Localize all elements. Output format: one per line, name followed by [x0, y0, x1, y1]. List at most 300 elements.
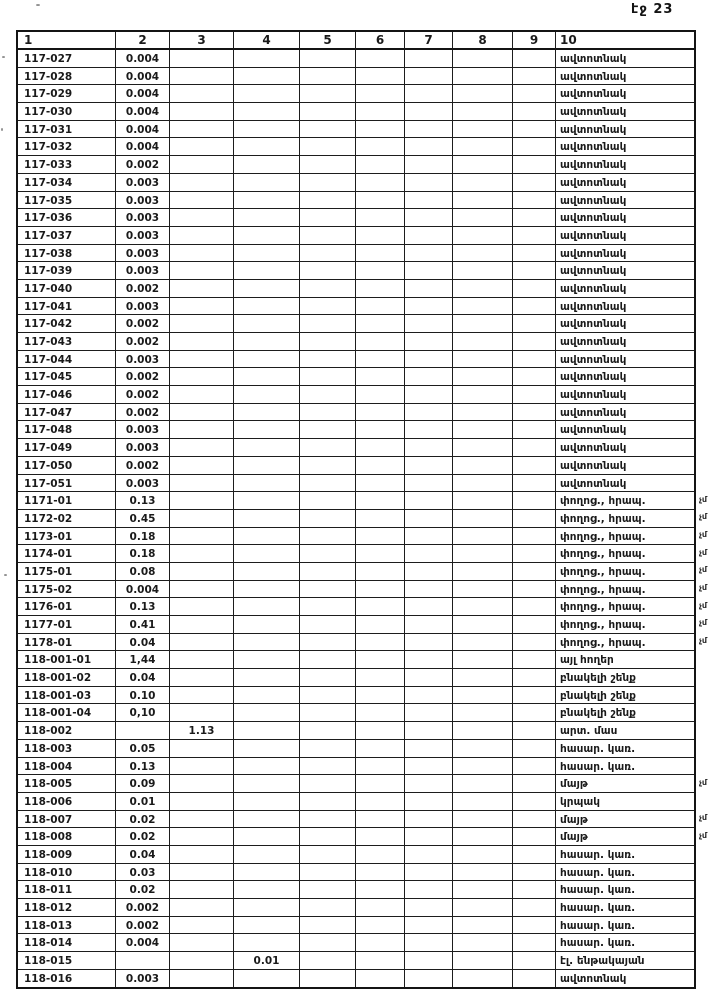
value-cell: [405, 828, 453, 846]
value-cell: [234, 386, 300, 404]
margin-note: չմ: [699, 583, 708, 592]
value-cell: [170, 227, 234, 245]
value-cell: [170, 581, 234, 599]
table-row: [18, 704, 694, 722]
value-cell: [356, 475, 405, 493]
value-cell: [405, 581, 453, 599]
value-cell: 0.04: [116, 669, 170, 687]
column-header-10: 10: [556, 32, 694, 50]
value-cell: [234, 740, 300, 758]
parcel-code-cell: 117-047: [18, 404, 116, 422]
land-use-cell: ավտոտնակ: [556, 121, 694, 139]
table-row: [18, 740, 694, 758]
land-use-cell: ավտոտնակ: [556, 368, 694, 386]
value-cell: [116, 952, 170, 970]
value-cell: [453, 616, 513, 634]
value-cell: [170, 687, 234, 705]
value-cell: [453, 227, 513, 245]
value-cell: 0.18: [116, 528, 170, 546]
value-cell: [405, 227, 453, 245]
scan-speck: [1, 128, 3, 131]
value-cell: [356, 315, 405, 333]
value-cell: [300, 917, 356, 935]
parcel-code-cell: 117-050: [18, 457, 116, 475]
value-cell: [234, 563, 300, 581]
value-cell: [300, 828, 356, 846]
value-cell: [513, 934, 556, 952]
value-cell: 0.002: [116, 368, 170, 386]
value-cell: [234, 209, 300, 227]
value-cell: [170, 421, 234, 439]
value-cell: [513, 421, 556, 439]
value-cell: [170, 50, 234, 68]
value-cell: [356, 687, 405, 705]
value-cell: [356, 298, 405, 316]
value-cell: [300, 775, 356, 793]
value-cell: [300, 634, 356, 652]
value-cell: [513, 192, 556, 210]
value-cell: [356, 138, 405, 156]
value-cell: [405, 368, 453, 386]
value-cell: [405, 970, 453, 988]
column-header-4: 4: [234, 32, 300, 50]
value-cell: [453, 545, 513, 563]
value-cell: [513, 368, 556, 386]
value-cell: [234, 351, 300, 369]
parcel-code-cell: 118-001-03: [18, 687, 116, 705]
value-cell: [170, 103, 234, 121]
table-row: [18, 209, 694, 227]
value-cell: [234, 50, 300, 68]
value-cell: [453, 209, 513, 227]
value-cell: 0.10: [116, 687, 170, 705]
value-cell: [300, 563, 356, 581]
value-cell: [300, 704, 356, 722]
land-use-cell: ավտոտնակ: [556, 386, 694, 404]
parcel-code-cell: 117-045: [18, 368, 116, 386]
table-row: [18, 245, 694, 263]
table-row: [18, 793, 694, 811]
value-cell: 0.13: [116, 598, 170, 616]
value-cell: [453, 439, 513, 457]
value-cell: [405, 333, 453, 351]
column-header-5: 5: [300, 32, 356, 50]
parcel-code-cell: 117-039: [18, 262, 116, 280]
value-cell: [300, 192, 356, 210]
value-cell: [453, 280, 513, 298]
value-cell: [405, 775, 453, 793]
value-cell: [453, 174, 513, 192]
value-cell: [405, 952, 453, 970]
value-cell: [405, 421, 453, 439]
value-cell: [405, 492, 453, 510]
margin-note: չմ: [699, 777, 708, 787]
value-cell: 0.004: [116, 121, 170, 139]
land-use-cell: էլ. ենթակայան: [556, 952, 694, 970]
table-row: [18, 598, 694, 616]
value-cell: [453, 881, 513, 899]
value-cell: [453, 581, 513, 599]
value-cell: 0.002: [116, 404, 170, 422]
value-cell: [405, 811, 453, 829]
value-cell: [170, 475, 234, 493]
value-cell: [513, 864, 556, 882]
parcel-code-cell: 117-040: [18, 280, 116, 298]
parcel-code-cell: 118-003: [18, 740, 116, 758]
margin-note: չմ: [699, 600, 708, 610]
value-cell: [170, 704, 234, 722]
land-use-cell: ավտոտնակ: [556, 315, 694, 333]
table-row: [18, 333, 694, 351]
value-cell: [356, 775, 405, 793]
value-cell: [356, 758, 405, 776]
value-cell: 0.03: [116, 864, 170, 882]
value-cell: [405, 616, 453, 634]
value-cell: [170, 333, 234, 351]
value-cell: [513, 528, 556, 546]
parcel-code-cell: 118-004: [18, 758, 116, 776]
margin-note: չմ: [699, 618, 708, 628]
land-use-cell: հասար. կառ.: [556, 881, 694, 899]
land-use-cell: կրպակ: [556, 793, 694, 811]
value-cell: [513, 651, 556, 669]
value-cell: [513, 970, 556, 988]
parcel-code-cell: 117-034: [18, 174, 116, 192]
land-use-cell: հասար. կառ.: [556, 758, 694, 776]
value-cell: [234, 881, 300, 899]
value-cell: [170, 368, 234, 386]
parcel-code-cell: 118-002: [18, 722, 116, 740]
value-cell: [513, 634, 556, 652]
value-cell: 0.004: [116, 50, 170, 68]
land-use-cell: ավտոտնակ: [556, 50, 694, 68]
value-cell: 0.003: [116, 245, 170, 263]
value-cell: [513, 616, 556, 634]
value-cell: [405, 404, 453, 422]
value-cell: [170, 917, 234, 935]
value-cell: [513, 563, 556, 581]
value-cell: 0.002: [116, 899, 170, 917]
value-cell: [405, 899, 453, 917]
margin-note: չմ: [699, 813, 708, 823]
parcel-code-cell: 117-042: [18, 315, 116, 333]
table-row: [18, 669, 694, 687]
value-cell: [170, 758, 234, 776]
value-cell: 0.05: [116, 740, 170, 758]
value-cell: 0.004: [116, 934, 170, 952]
value-cell: [453, 121, 513, 139]
value-cell: [170, 846, 234, 864]
value-cell: [234, 227, 300, 245]
value-cell: [405, 722, 453, 740]
parcel-code-cell: 117-035: [18, 192, 116, 210]
value-cell: [116, 722, 170, 740]
table-row: [18, 917, 694, 935]
value-cell: [405, 245, 453, 263]
value-cell: [513, 669, 556, 687]
table-row: [18, 970, 694, 988]
table-row: [18, 811, 694, 829]
value-cell: [170, 528, 234, 546]
table-row: [18, 262, 694, 280]
parcel-code-cell: 118-016: [18, 970, 116, 988]
value-cell: [170, 563, 234, 581]
parcel-code-cell: 117-037: [18, 227, 116, 245]
parcel-code-cell: 118-001-01: [18, 651, 116, 669]
value-cell: [453, 934, 513, 952]
value-cell: [453, 298, 513, 316]
scan-speck: [36, 4, 40, 6]
value-cell: [513, 174, 556, 192]
land-use-cell: ավտոտնակ: [556, 103, 694, 121]
value-cell: [170, 68, 234, 86]
land-use-cell: ավտոտնակ: [556, 85, 694, 103]
value-cell: [300, 598, 356, 616]
column-header-6: 6: [356, 32, 405, 50]
value-cell: 0.18: [116, 545, 170, 563]
value-cell: [234, 846, 300, 864]
value-cell: [300, 475, 356, 493]
value-cell: [300, 298, 356, 316]
value-cell: [300, 651, 356, 669]
value-cell: [234, 545, 300, 563]
table-row: [18, 581, 694, 599]
value-cell: 0.004: [116, 138, 170, 156]
value-cell: [356, 598, 405, 616]
table-row: [18, 280, 694, 298]
value-cell: [300, 121, 356, 139]
value-cell: [453, 368, 513, 386]
value-cell: [405, 262, 453, 280]
value-cell: [453, 687, 513, 705]
value-cell: [513, 351, 556, 369]
value-cell: [170, 404, 234, 422]
value-cell: [356, 970, 405, 988]
value-cell: [170, 634, 234, 652]
value-cell: [453, 722, 513, 740]
value-cell: [170, 669, 234, 687]
value-cell: [453, 50, 513, 68]
parcel-code-cell: 1178-01: [18, 634, 116, 652]
value-cell: [405, 793, 453, 811]
value-cell: 0.003: [116, 298, 170, 316]
parcel-code-cell: 1176-01: [18, 598, 116, 616]
value-cell: [453, 793, 513, 811]
land-use-cell: փողոց., հրապ.: [556, 598, 694, 616]
page-number-label: էջ 23: [631, 2, 674, 17]
value-cell: [356, 68, 405, 86]
value-cell: [170, 174, 234, 192]
value-cell: [356, 333, 405, 351]
value-cell: [300, 881, 356, 899]
value-cell: [453, 828, 513, 846]
value-cell: [513, 740, 556, 758]
value-cell: [453, 669, 513, 687]
value-cell: [513, 386, 556, 404]
value-cell: [234, 828, 300, 846]
table-row: [18, 298, 694, 316]
value-cell: [356, 899, 405, 917]
value-cell: [513, 457, 556, 475]
value-cell: [513, 899, 556, 917]
parcel-code-cell: 118-001-02: [18, 669, 116, 687]
value-cell: [234, 156, 300, 174]
value-cell: [234, 475, 300, 493]
table-row: [18, 404, 694, 422]
value-cell: [170, 351, 234, 369]
parcel-code-cell: 117-032: [18, 138, 116, 156]
table-row: [18, 103, 694, 121]
value-cell: [453, 846, 513, 864]
table-row: [18, 351, 694, 369]
value-cell: [356, 351, 405, 369]
value-cell: [405, 50, 453, 68]
value-cell: [356, 881, 405, 899]
value-cell: [234, 598, 300, 616]
value-cell: [170, 298, 234, 316]
value-cell: [170, 828, 234, 846]
land-use-cell: այլ հողեր: [556, 651, 694, 669]
value-cell: [453, 510, 513, 528]
value-cell: [170, 510, 234, 528]
value-cell: [356, 669, 405, 687]
value-cell: [300, 404, 356, 422]
value-cell: 0.003: [116, 439, 170, 457]
value-cell: [405, 651, 453, 669]
value-cell: [170, 245, 234, 263]
value-cell: [513, 156, 556, 174]
value-cell: [170, 811, 234, 829]
value-cell: [453, 598, 513, 616]
value-cell: [453, 457, 513, 475]
column-header-8: 8: [453, 32, 513, 50]
cadastral-table: [16, 30, 696, 989]
value-cell: [234, 669, 300, 687]
value-cell: [405, 687, 453, 705]
value-cell: [300, 899, 356, 917]
value-cell: [300, 952, 356, 970]
value-cell: [300, 209, 356, 227]
value-cell: [405, 351, 453, 369]
value-cell: [453, 563, 513, 581]
value-cell: [513, 475, 556, 493]
value-cell: 0.02: [116, 881, 170, 899]
value-cell: [234, 758, 300, 776]
value-cell: [170, 545, 234, 563]
value-cell: [405, 174, 453, 192]
value-cell: [405, 209, 453, 227]
value-cell: [453, 333, 513, 351]
value-cell: [356, 280, 405, 298]
value-cell: [170, 138, 234, 156]
value-cell: [513, 439, 556, 457]
parcel-code-cell: 117-028: [18, 68, 116, 86]
value-cell: [170, 85, 234, 103]
value-cell: [356, 262, 405, 280]
value-cell: [405, 864, 453, 882]
parcel-code-cell: 118-015: [18, 952, 116, 970]
value-cell: [170, 952, 234, 970]
land-use-cell: ավտոտնակ: [556, 298, 694, 316]
land-use-cell: մայթ: [556, 775, 694, 793]
value-cell: [453, 528, 513, 546]
value-cell: [513, 722, 556, 740]
value-cell: [453, 899, 513, 917]
column-header-9: 9: [513, 32, 556, 50]
value-cell: [405, 563, 453, 581]
value-cell: 0.09: [116, 775, 170, 793]
value-cell: [356, 510, 405, 528]
value-cell: [234, 121, 300, 139]
value-cell: 0.003: [116, 351, 170, 369]
value-cell: [234, 174, 300, 192]
land-use-cell: մայթ: [556, 811, 694, 829]
value-cell: [170, 121, 234, 139]
value-cell: [300, 970, 356, 988]
parcel-code-cell: 117-036: [18, 209, 116, 227]
value-cell: [234, 404, 300, 422]
value-cell: [513, 828, 556, 846]
value-cell: [170, 864, 234, 882]
value-cell: [405, 510, 453, 528]
value-cell: [405, 634, 453, 652]
land-use-cell: փողոց., հրապ.: [556, 492, 694, 510]
value-cell: [356, 404, 405, 422]
value-cell: [300, 439, 356, 457]
value-cell: [170, 492, 234, 510]
value-cell: [513, 50, 556, 68]
land-use-cell: ավտոտնակ: [560, 972, 627, 985]
value-cell: [234, 687, 300, 705]
land-use-cell: ավտոտնակ: [556, 245, 694, 263]
land-use-cell: ավտոտնակ: [556, 333, 694, 351]
value-cell: [300, 616, 356, 634]
land-use-cell: բնակելի շենք: [556, 704, 694, 722]
table-body: [18, 50, 694, 987]
value-cell: [234, 528, 300, 546]
value-cell: [234, 333, 300, 351]
value-cell: [234, 421, 300, 439]
land-use-cell: ավտոտնակ: [556, 138, 694, 156]
value-cell: [234, 917, 300, 935]
table-row: [18, 174, 694, 192]
parcel-code-cell: 118-005: [18, 775, 116, 793]
value-cell: [300, 174, 356, 192]
value-cell: [300, 492, 356, 510]
value-cell: [300, 103, 356, 121]
parcel-code-cell: 1177-01: [18, 616, 116, 634]
value-cell: [513, 280, 556, 298]
value-cell: 0.01: [234, 952, 300, 970]
margin-note: չմ: [699, 494, 708, 504]
value-cell: [170, 934, 234, 952]
parcel-code-cell: 118-008: [18, 828, 116, 846]
value-cell: 0.45: [116, 510, 170, 528]
land-use-cell: փողոց., հրապ.: [556, 634, 694, 652]
value-cell: 0.08: [116, 563, 170, 581]
value-cell: [453, 404, 513, 422]
value-cell: 0.02: [116, 828, 170, 846]
value-cell: [356, 828, 405, 846]
value-cell: [513, 704, 556, 722]
value-cell: 0.003: [116, 421, 170, 439]
table-row: [18, 121, 694, 139]
value-cell: [234, 616, 300, 634]
value-cell: 0.01: [116, 793, 170, 811]
value-cell: [513, 85, 556, 103]
value-cell: 0.004: [116, 581, 170, 599]
value-cell: [453, 262, 513, 280]
